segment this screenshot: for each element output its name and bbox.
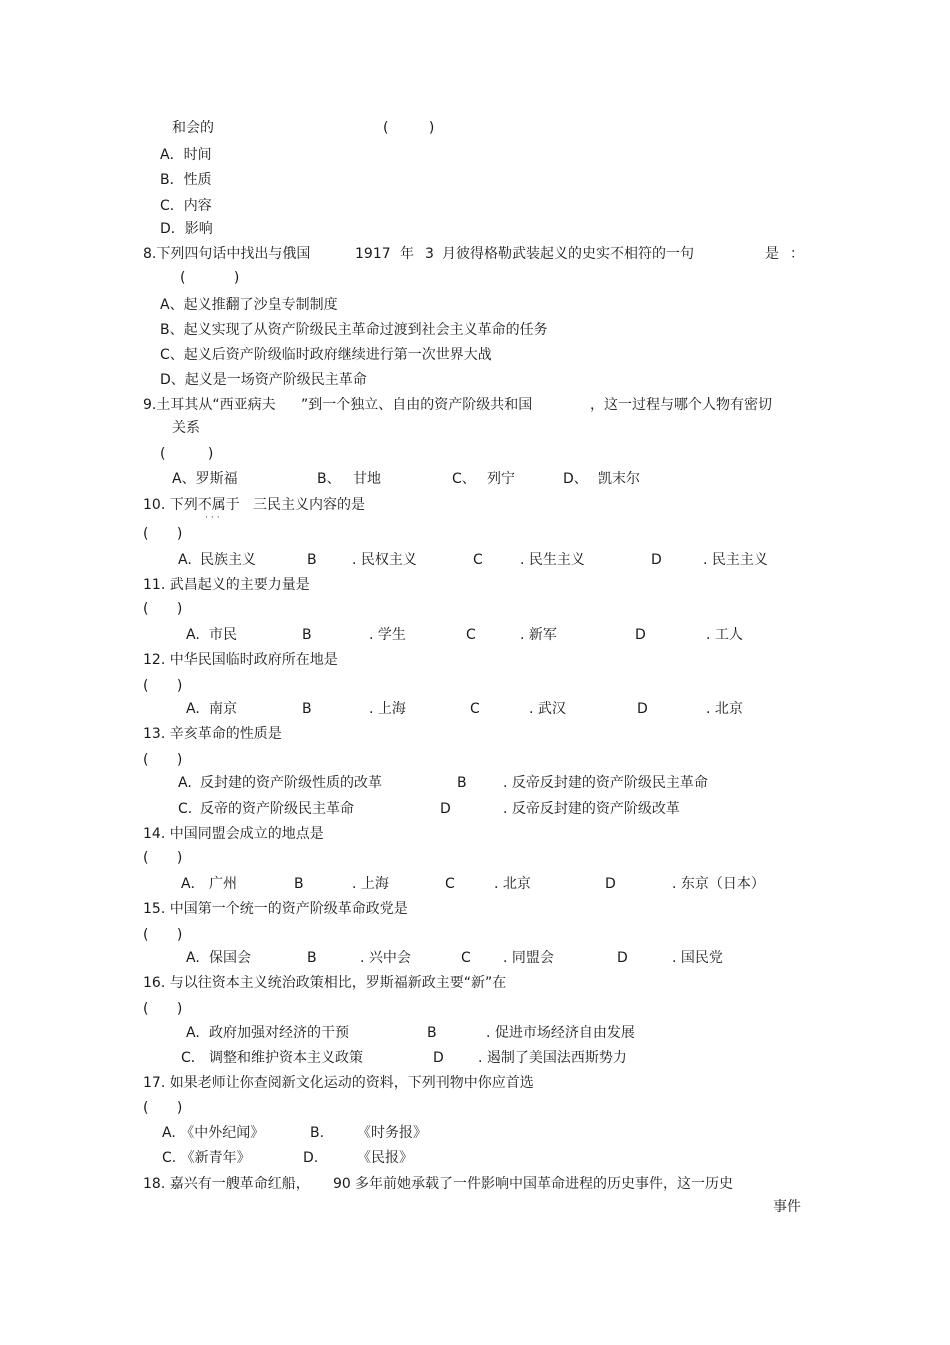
- q16-option-b-letter[interactable]: B: [427, 1025, 437, 1041]
- q13-option-d-letter[interactable]: D: [440, 801, 451, 817]
- q18-stem-2: 多年前她承载了一件影响中国革命进程的历史事件，这一历史: [355, 1176, 733, 1192]
- q18-stem: 18. 嘉兴有一艘革命红船，: [143, 1176, 310, 1192]
- q14-option-d-letter[interactable]: D: [605, 876, 616, 892]
- q18-stem-line2: 事件: [773, 1199, 801, 1215]
- q9-option-a[interactable]: A、罗斯福: [172, 471, 238, 487]
- q8-option-a[interactable]: A、起义推翻了沙皇专制制度: [160, 297, 338, 313]
- q8-colon: ：: [790, 246, 804, 262]
- q17-option-b-letter[interactable]: B.: [310, 1125, 325, 1141]
- q8-shi: 是: [765, 246, 779, 262]
- q9-stem: 9.土耳其从“西亚病夫: [143, 397, 276, 413]
- q17-option-d-text[interactable]: 《民报》: [357, 1150, 413, 1166]
- q16-option-d-letter[interactable]: D: [433, 1050, 444, 1066]
- q10-option-a-text[interactable]: 民族主义: [200, 552, 256, 568]
- q12-answer-paren: ( ): [143, 678, 183, 694]
- q17-option-c[interactable]: C. 《新青年》: [162, 1150, 251, 1166]
- q17-option-d-letter[interactable]: D.: [303, 1150, 319, 1166]
- q14-option-a-letter[interactable]: A．: [181, 876, 205, 892]
- q9-option-b-letter[interactable]: B、: [317, 471, 341, 487]
- q14-option-c-letter[interactable]: C: [445, 876, 455, 892]
- q16-option-b-text[interactable]: . 促进市场经济自由发展: [486, 1025, 635, 1041]
- q18-number: 90: [333, 1176, 351, 1192]
- q12-option-d-text[interactable]: . 北京: [706, 701, 743, 717]
- q16-stem: 16. 与以往资本主义统治政策相比，罗斯福新政主要“新”在: [143, 975, 507, 991]
- q15-option-c-letter[interactable]: C: [461, 950, 471, 966]
- q15-option-b-letter[interactable]: B: [307, 950, 317, 966]
- q10-emphasis-dots: ···: [205, 513, 223, 523]
- q15-option-b-text[interactable]: . 兴中会: [360, 950, 411, 966]
- q10-stem: 10. 下列不属于: [143, 497, 240, 513]
- q17-option-a[interactable]: A. 《中外纪闻》: [162, 1125, 265, 1141]
- q9-answer-paren: ( ): [160, 446, 214, 462]
- q12-option-c-text[interactable]: . 武汉: [529, 701, 566, 717]
- q7-option-d[interactable]: D．影响: [160, 221, 213, 237]
- q16-option-c-text[interactable]: 调整和维护资本主义政策: [209, 1050, 363, 1066]
- q12-stem: 12. 中华民国临时政府所在地是: [143, 652, 338, 668]
- q10-option-b-text[interactable]: . 民权主义: [352, 552, 417, 568]
- q16-answer-paren: ( ): [143, 1001, 183, 1017]
- q9-stem-2: ”到一个独立、自由的资产阶级共和国: [301, 397, 533, 413]
- q17-answer-paren: ( ): [143, 1100, 183, 1116]
- q13-option-b-text[interactable]: . 反帝反封建的资产阶级民主革命: [503, 775, 708, 791]
- q8-month: 3: [425, 246, 434, 262]
- q8-stem-2: 月彼得格勒武装起义的史实不相符的一句: [442, 246, 694, 262]
- q13-stem: 13. 辛亥革命的性质是: [143, 726, 282, 742]
- q9-option-c-letter[interactable]: C、: [452, 471, 476, 487]
- q7-option-b[interactable]: B．性质: [160, 172, 212, 188]
- q11-stem: 11. 武昌起义的主要力量是: [143, 577, 310, 593]
- q16-option-c-letter[interactable]: C．: [181, 1050, 205, 1066]
- q11-option-a-text[interactable]: 市民: [209, 627, 237, 643]
- q11-option-b-letter[interactable]: B: [302, 627, 312, 643]
- q15-option-a-letter[interactable]: A.: [186, 950, 200, 966]
- q16-option-d-text[interactable]: . 遏制了美国法西斯势力: [478, 1050, 627, 1066]
- q16-option-a-text[interactable]: 政府加强对经济的干预: [209, 1025, 349, 1041]
- q14-answer-paren: ( ): [143, 850, 183, 866]
- q13-option-d-text[interactable]: . 反帝反封建的资产阶级改革: [503, 801, 680, 817]
- q13-option-c-text[interactable]: 反帝的资产阶级民主革命: [200, 801, 354, 817]
- q14-option-d-text[interactable]: . 东京（日本）: [672, 876, 765, 892]
- q17-stem: 17. 如果老师让你查阅新文化运动的资料，下列刊物中你应首选: [143, 1075, 534, 1091]
- q9-option-d-letter[interactable]: D、: [563, 471, 588, 487]
- q15-option-d-text[interactable]: . 国民党: [672, 950, 723, 966]
- q10-option-b-letter[interactable]: B: [307, 552, 317, 568]
- q14-stem: 14. 中国同盟会成立的地点是: [143, 826, 324, 842]
- q17-option-b-text[interactable]: 《时务报》: [357, 1125, 427, 1141]
- q15-answer-paren: ( ): [143, 927, 183, 943]
- q10-stem-2: 三民主义内容的是: [253, 497, 365, 513]
- q9-stem-line2: 关系: [172, 420, 200, 436]
- q9-option-c-text[interactable]: 列宁: [487, 471, 515, 487]
- q8-option-c[interactable]: C、起义后资产阶级临时政府继续进行第一次世界大战: [160, 347, 492, 363]
- q7-answer-paren: ( ): [383, 120, 435, 136]
- q9-option-b-text[interactable]: 甘地: [353, 471, 381, 487]
- q12-option-b-text[interactable]: . 上海: [369, 701, 406, 717]
- q7-stem-tail: 和会的: [172, 120, 214, 136]
- q12-option-c-letter[interactable]: C: [470, 701, 480, 717]
- q9-stem-3: ，这一过程与哪个人物有密切: [590, 397, 772, 413]
- q12-option-d-letter[interactable]: D: [637, 701, 648, 717]
- q13-option-c-letter[interactable]: C.: [178, 801, 193, 817]
- q15-option-a-text[interactable]: 保国会: [209, 950, 251, 966]
- q10-option-d-letter[interactable]: D: [651, 552, 662, 568]
- q10-option-c-text[interactable]: . 民生主义: [520, 552, 585, 568]
- q9-option-d-text[interactable]: 凯末尔: [598, 471, 640, 487]
- q13-option-a-letter[interactable]: A.: [178, 775, 192, 791]
- q12-option-a-letter[interactable]: A.: [186, 701, 200, 717]
- q13-option-b-letter[interactable]: B: [457, 775, 467, 791]
- q8-answer-paren: ( ): [180, 270, 240, 286]
- q13-answer-paren: ( ): [143, 752, 183, 768]
- q8-option-d[interactable]: D、起义是一场资产阶级民主革命: [160, 372, 367, 388]
- q11-option-c-letter[interactable]: C: [466, 627, 476, 643]
- q8-option-b[interactable]: B、起义实现了从资产阶级民主革命过渡到社会主义革命的任务: [160, 322, 548, 338]
- q14-option-b-text[interactable]: . 上海: [352, 876, 389, 892]
- q7-option-c[interactable]: C．内容: [160, 198, 212, 214]
- q11-option-b-text[interactable]: . 学生: [369, 627, 406, 643]
- q10-option-a-letter[interactable]: A.: [178, 552, 192, 568]
- q10-option-d-text[interactable]: . 民主主义: [703, 552, 768, 568]
- q8-year: 1917: [355, 246, 391, 262]
- q13-option-a-text[interactable]: 反封建的资产阶级性质的改革: [200, 775, 382, 791]
- q14-option-a-text[interactable]: 广州: [209, 876, 237, 892]
- q11-option-d-text[interactable]: . 工人: [706, 627, 743, 643]
- q8-stem: 8.下列四句话中找出与俄国: [143, 246, 311, 262]
- q14-option-b-letter[interactable]: B: [294, 876, 304, 892]
- q11-option-c-text[interactable]: . 新军: [520, 627, 557, 643]
- q11-answer-paren: ( ): [143, 601, 183, 617]
- q15-option-d-letter[interactable]: D: [617, 950, 628, 966]
- q7-option-a[interactable]: A．时间: [160, 147, 212, 163]
- q12-option-a-text[interactable]: 南京: [209, 701, 237, 717]
- q15-option-c-text[interactable]: . 同盟会: [503, 950, 554, 966]
- q11-option-a-letter[interactable]: A.: [186, 627, 200, 643]
- q14-option-c-text[interactable]: . 北京: [494, 876, 531, 892]
- q11-option-d-letter[interactable]: D: [635, 627, 646, 643]
- q15-stem: 15. 中国第一个统一的资产阶级革命政党是: [143, 901, 408, 917]
- q10-answer-paren: ( ): [143, 526, 183, 542]
- q16-option-a-letter[interactable]: A.: [186, 1025, 200, 1041]
- q10-option-c-letter[interactable]: C: [473, 552, 483, 568]
- q8-nian: 年: [400, 246, 414, 262]
- q12-option-b-letter[interactable]: B: [302, 701, 312, 717]
